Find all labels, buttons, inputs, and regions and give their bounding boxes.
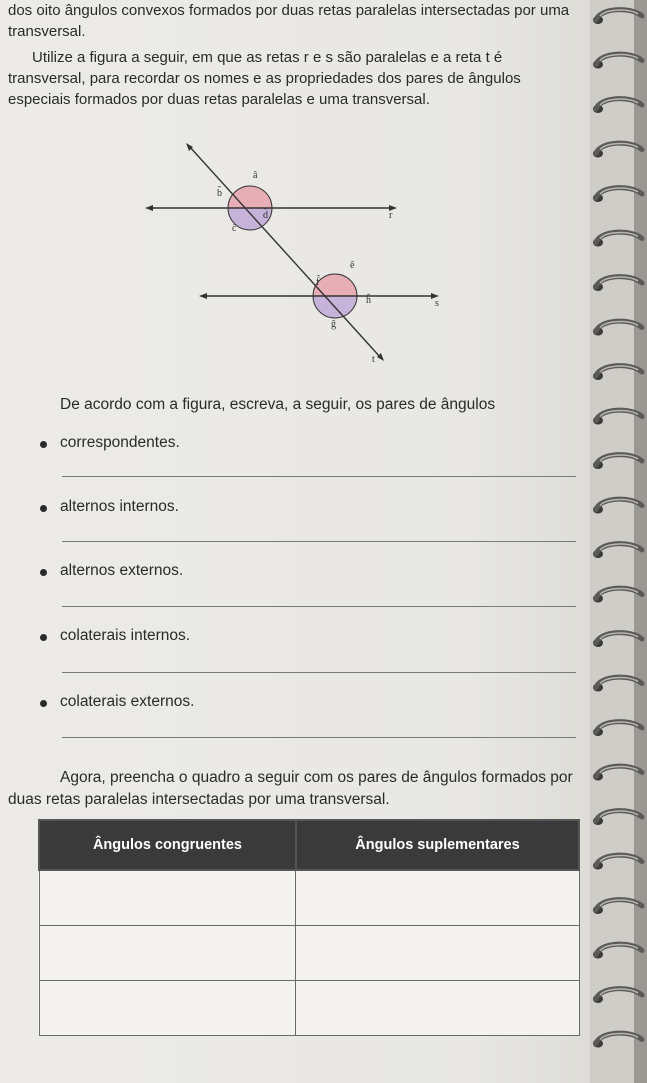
cell-suplementares[interactable]	[296, 870, 579, 926]
angle-label-b: b̂	[217, 188, 222, 199]
answer-line-correspondentes[interactable]	[62, 476, 576, 477]
cell-suplementares[interactable]	[296, 981, 579, 1036]
parallel-lines-figure	[135, 140, 465, 370]
angle-label-e: ê	[350, 260, 355, 271]
line-s-arrow-left	[199, 293, 207, 299]
bullet-dot	[40, 700, 47, 707]
table-row	[39, 926, 579, 981]
bullet-dot	[40, 505, 47, 512]
angles-table	[38, 819, 580, 1036]
spiral-binding	[590, 0, 647, 1083]
answer-line-colaterais-externos[interactable]	[62, 737, 576, 738]
angle-label-c: ĉ	[232, 223, 237, 234]
cell-suplementares[interactable]	[296, 926, 579, 981]
table-row	[39, 981, 579, 1036]
header-suplementares: Ângulos suplementares	[296, 820, 579, 870]
line-r-label: r	[389, 210, 393, 221]
answer-line-alternos-internos[interactable]	[62, 541, 576, 542]
bullet-dot	[40, 569, 47, 576]
angle-label-a: â	[253, 170, 258, 181]
table-row	[39, 870, 579, 926]
line-r-arrow-left	[145, 205, 153, 211]
bullet-label: colaterais internos.	[60, 627, 191, 644]
angle-label-f: f̂	[316, 277, 320, 288]
answer-line-alternos-externos[interactable]	[62, 606, 576, 607]
intro-continuation: dos oito ângulos convexos formados por duas retas paralelas intersectadas por uma transversal.	[8, 2, 570, 40]
bullet-label: correspondentes.	[60, 434, 180, 451]
line-t-label: t	[372, 354, 375, 365]
bullet-label: alternos externos.	[60, 562, 184, 579]
cell-congruentes[interactable]	[39, 981, 296, 1036]
table-header-row	[39, 820, 579, 870]
table-instructions: Agora, preencha o quadro a seguir com os pares de ângulos formados por duas retas paralelas intersectadas por uma transversal.	[8, 769, 573, 808]
header-congruentes: Ângulos congruentes	[39, 820, 296, 870]
cell-congruentes[interactable]	[39, 870, 296, 926]
bullet-dot	[40, 634, 47, 641]
bullet-label: alternos internos.	[60, 498, 179, 515]
line-s-label: s	[435, 298, 439, 309]
cell-congruentes[interactable]	[39, 926, 296, 981]
angle-region-upper-s	[313, 274, 357, 296]
angle-label-g: ĝ	[331, 319, 336, 330]
answer-line-colaterais-internos[interactable]	[62, 672, 576, 673]
bullet-label: colaterais externos.	[60, 693, 195, 710]
intro-instructions: Utilize a figura a seguir, em que as retas r e s são paralelas e a reta t é transversal, para recordar os nomes e as propriedades dos pares de ângulos especiais formados por duas retas paralelas e uma transversal.	[8, 49, 521, 108]
angle-label-d: d̂	[263, 210, 268, 221]
bullet-dot	[40, 441, 47, 448]
question-prompt: De acordo com a figura, escreva, a seguir, os pares de ângulos	[60, 396, 496, 413]
line-t	[189, 146, 381, 358]
angle-label-h: ĥ	[366, 295, 371, 306]
